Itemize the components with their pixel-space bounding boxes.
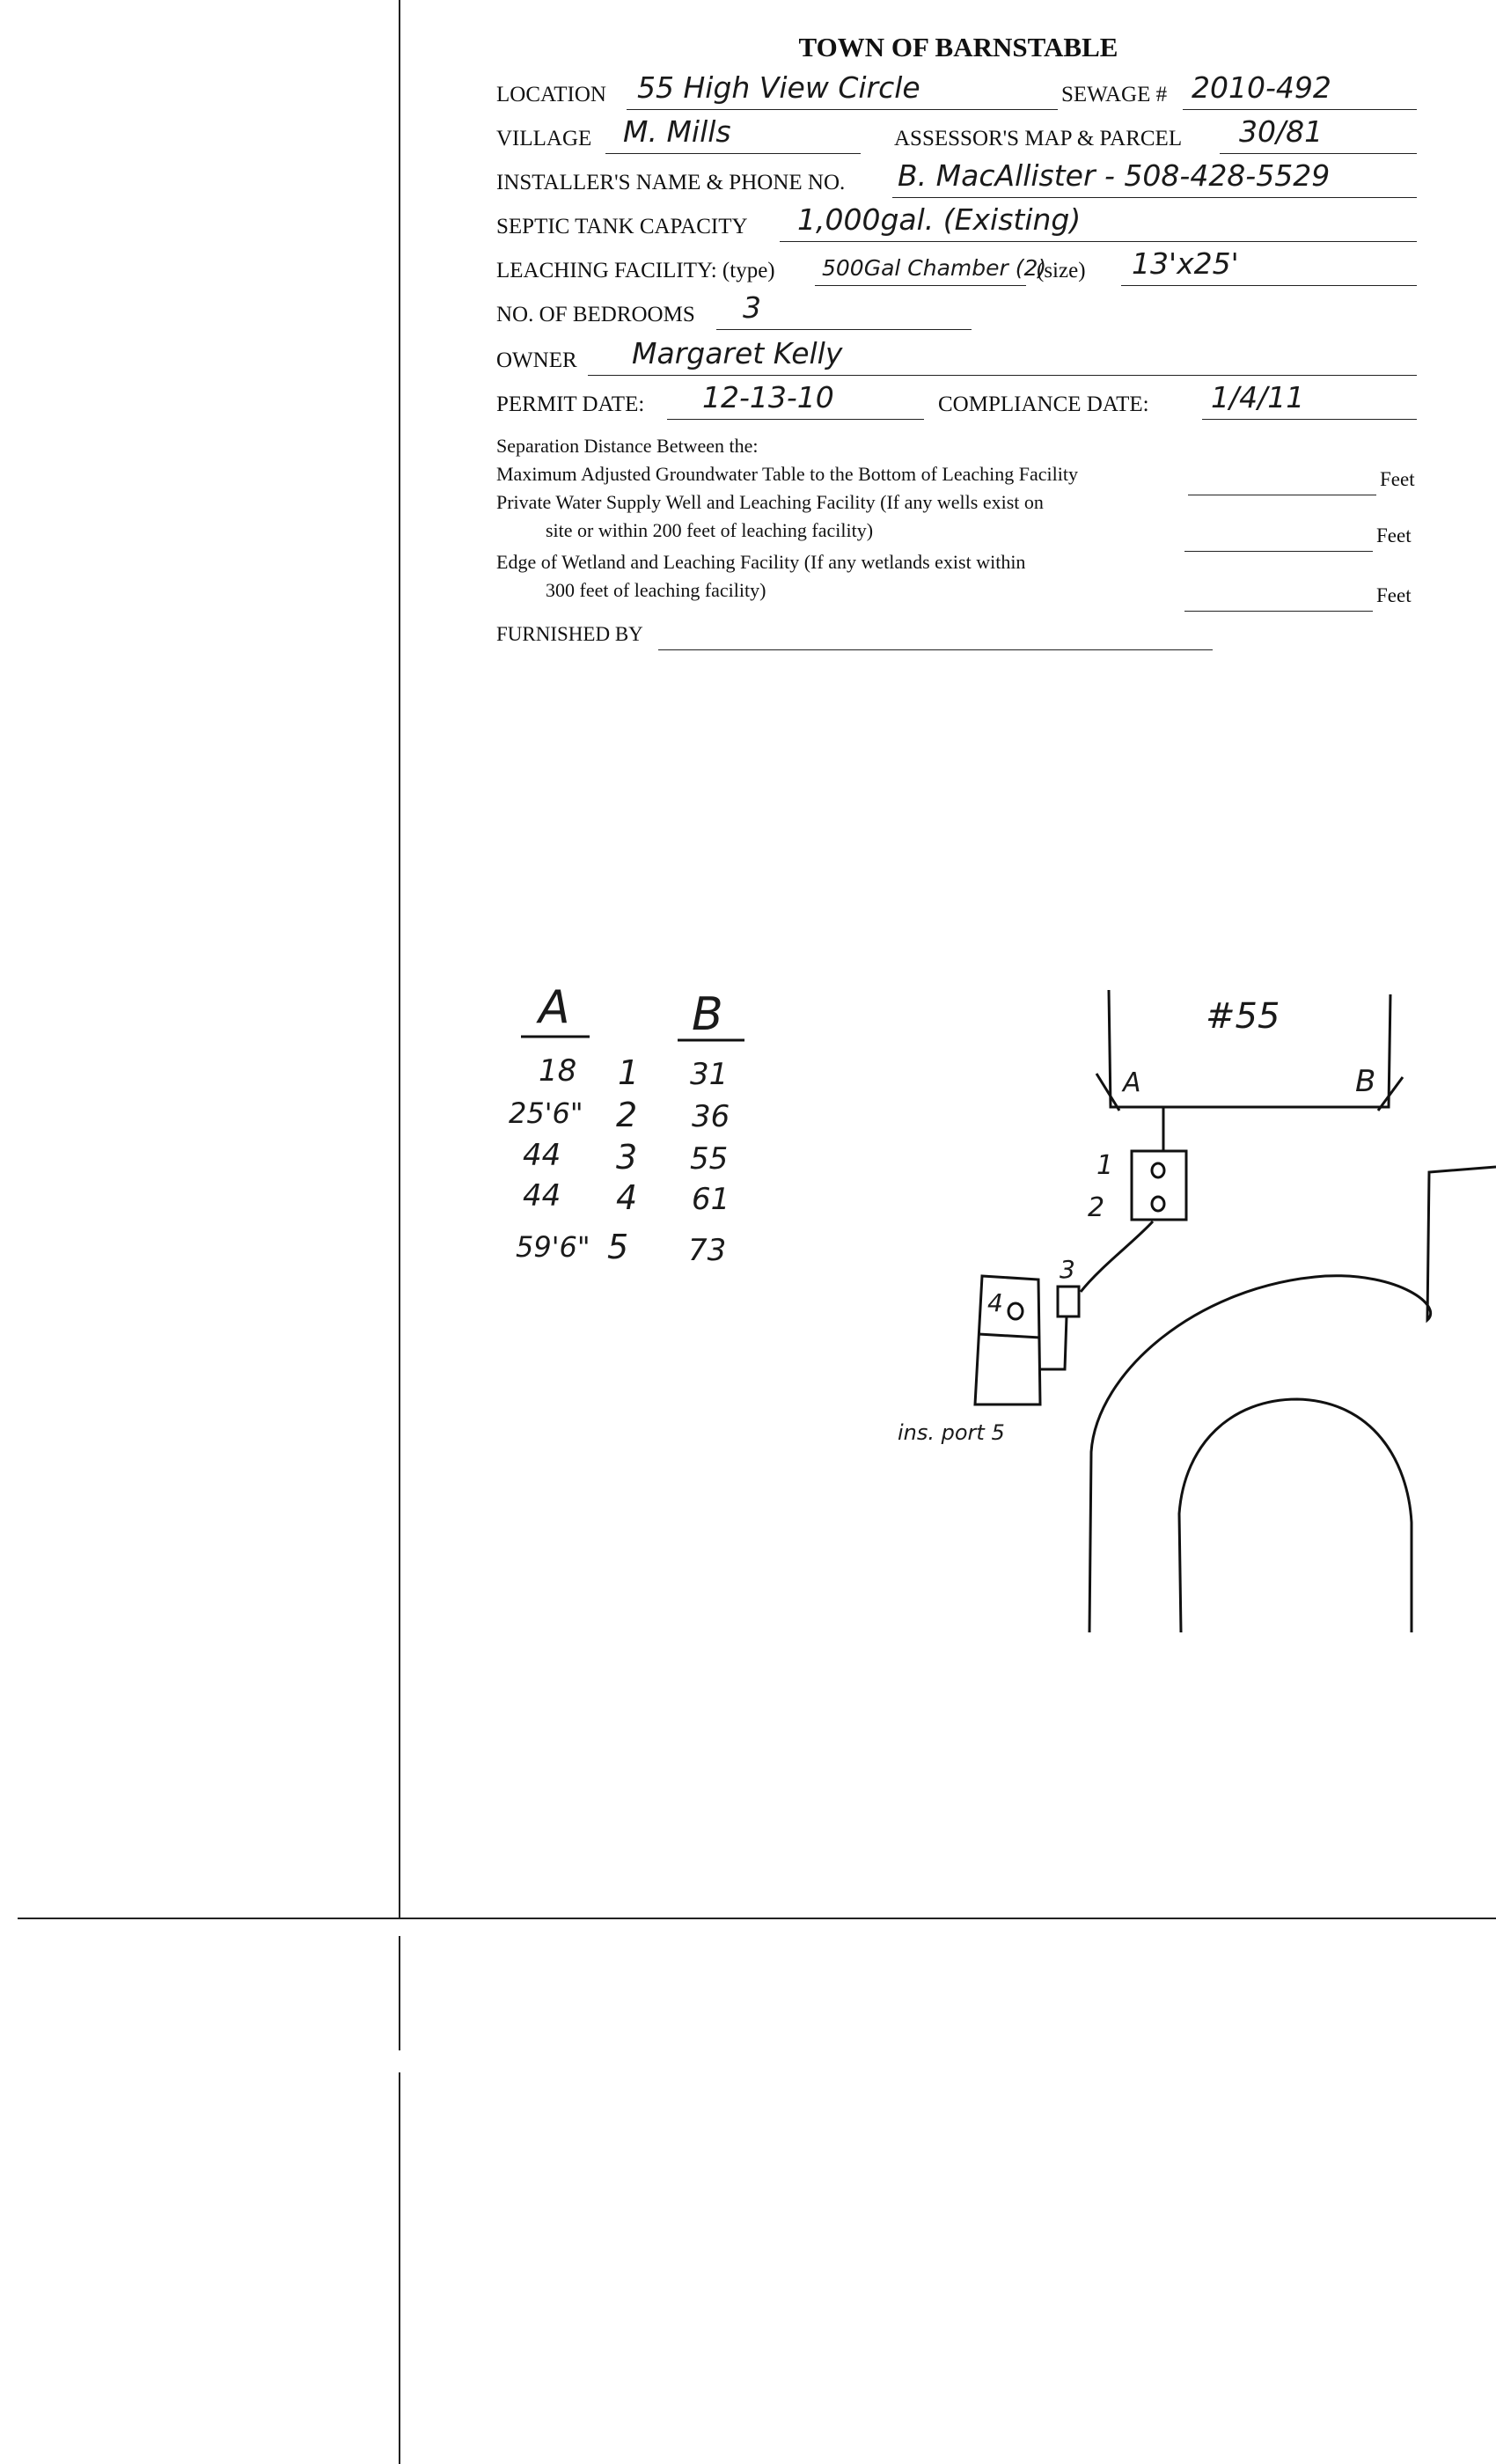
location-value: 55 High View Circle (637, 70, 920, 105)
village-label: VILLAGE (496, 127, 592, 150)
sep-well-feet: Feet (1376, 524, 1412, 546)
tank-cover-1-label: 1 (1096, 1150, 1114, 1181)
owner-value: Margaret Kelly (632, 336, 843, 370)
size-value: 13'x25' (1132, 246, 1239, 281)
bedrooms-value: 3 (743, 290, 761, 325)
corner-a-label: A (1123, 1067, 1141, 1098)
sep-well-text-1: Private Water Supply Well and Leaching Facility (If any wells exist on (496, 491, 1044, 513)
row5-b: 73 (688, 1233, 727, 1268)
row4-a: 44 (523, 1178, 561, 1214)
leaching-label: LEACHING FACILITY: (type) (496, 259, 775, 282)
col-a-header: A (539, 981, 570, 1034)
bedrooms-label: NO. OF BEDROOMS (496, 303, 695, 326)
furnished-label: FURNISHED BY (496, 623, 643, 645)
sep-wetland-text-1: Edge of Wetland and Leaching Facility (If any wetlands exist within (496, 551, 1026, 573)
separation-heading: Separation Distance Between the: (496, 435, 759, 457)
installer-label: INSTALLER'S NAME & PHONE NO. (496, 171, 846, 194)
row3-a: 44 (523, 1138, 561, 1173)
inspection-port-note: ins. port 5 (898, 1420, 1005, 1445)
sewage-value: 2010-492 (1192, 70, 1331, 105)
leaching-type-value: 500Gal Chamber (2) (822, 255, 1047, 281)
size-label: (size) (1037, 259, 1086, 282)
sep-wetland-feet: Feet (1376, 584, 1412, 606)
permit-label: PERMIT DATE: (496, 392, 645, 416)
house-number-label: #55 (1206, 996, 1280, 1037)
tank-label: SEPTIC TANK CAPACITY (496, 215, 748, 238)
sep-wetland-text-2: 300 feet of leaching facility) (546, 579, 766, 601)
village-value: M. Mills (623, 114, 731, 149)
owner-label: OWNER (496, 348, 577, 372)
tank-value: 1,000gal. (Existing) (797, 202, 1082, 237)
tank-cover-2-label: 2 (1088, 1192, 1105, 1223)
sep-well-text-2: site or within 200 feet of leaching facility) (546, 519, 874, 541)
driveway-outline (1089, 1167, 1496, 1632)
installer-value: B. MacAllister - 508-428-5529 (898, 158, 1331, 193)
map-parcel-label: ASSESSOR'S MAP & PARCEL (894, 127, 1183, 150)
corner-b-label: B (1355, 1064, 1376, 1099)
row4-n: 4 (616, 1178, 638, 1217)
permit-value: 12-13-10 (702, 380, 834, 414)
row2-a: 25'6" (509, 1096, 583, 1130)
row5-a: 59'6" (516, 1230, 590, 1264)
row3-n: 3 (616, 1138, 638, 1177)
row1-a: 18 (539, 1053, 577, 1089)
col-b-header: B (692, 988, 723, 1041)
row1-b: 31 (690, 1057, 729, 1092)
compliance-label: COMPLIANCE DATE: (938, 392, 1149, 416)
row5-n: 5 (607, 1228, 629, 1266)
sep-groundwater-feet: Feet (1380, 468, 1415, 490)
dbox-3-label: 3 (1060, 1255, 1075, 1284)
map-parcel-value: 30/81 (1239, 114, 1324, 149)
row2-b: 36 (692, 1099, 730, 1134)
compliance-value: 1/4/11 (1211, 380, 1305, 414)
row2-n: 2 (616, 1096, 638, 1134)
form-title: TOWN OF BARNSTABLE (798, 32, 1118, 62)
sewage-label: SEWAGE # (1061, 83, 1168, 106)
measurement-table (509, 981, 744, 1268)
chamber-4-label: 4 (987, 1288, 1003, 1317)
row1-n: 1 (618, 1053, 640, 1092)
sep-groundwater-text: Maximum Adjusted Groundwater Table to the Bottom of Leaching Facility (496, 463, 1078, 485)
row3-b: 55 (690, 1141, 729, 1177)
row4-b: 61 (692, 1182, 730, 1217)
location-label: LOCATION (496, 83, 606, 106)
